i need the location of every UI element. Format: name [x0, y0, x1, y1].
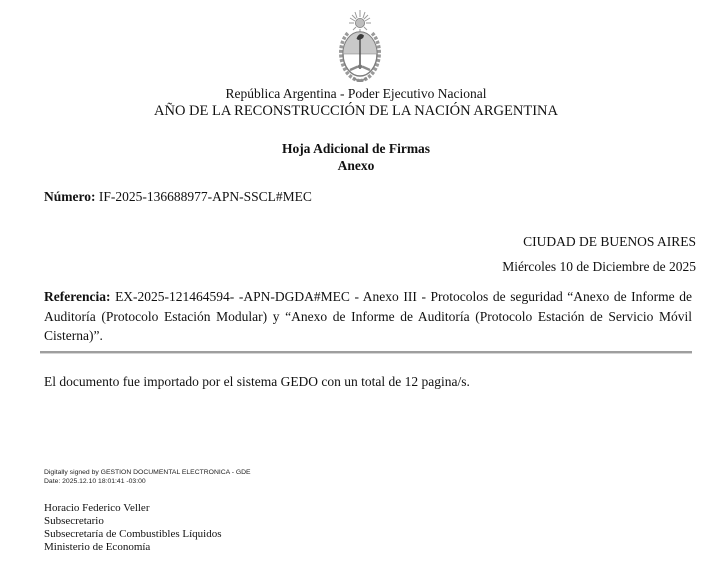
- place-date-block: [502, 234, 696, 275]
- header-year-motto-line: AÑO DE LA RECONSTRUCCIÓN DE LA NACIÓN ARGENTINA: [154, 103, 558, 119]
- signer-block: [44, 502, 222, 554]
- argentina-coat-of-arms-icon: [322, 6, 398, 82]
- signer-office: Subsecretaría de Combustibles Líquidos: [44, 528, 222, 540]
- document-title: Hoja Adicional de Firmas: [281, 141, 431, 156]
- horizontal-rule: [40, 351, 692, 354]
- document-number-label: Número:: [44, 189, 96, 204]
- header-republic-line: República Argentina - Poder Ejecutivo Nacional: [225, 86, 487, 101]
- signer-title: Subsecretario: [44, 515, 104, 527]
- digital-signature-stamp: [44, 469, 251, 486]
- digital-signature-line2: Date: 2025.12.10 18:01:41 -03:00: [44, 477, 146, 485]
- document-number-value: IF-2025-136688977-APN-SSCL#MEC: [98, 189, 312, 204]
- digital-signature-line1: Digitally signed by GESTION DOCUMENTAL ELECTRONICA - GDE: [44, 469, 251, 476]
- date-line: Miércoles 10 de Diciembre de 2025: [502, 259, 696, 274]
- reference-paragraph: [44, 287, 692, 346]
- city-line: CIUDAD DE BUENOS AIRES: [523, 234, 696, 249]
- document-number-row: [44, 189, 312, 205]
- document-subtitle: Anexo: [337, 158, 375, 173]
- reference-label: Referencia:: [44, 289, 111, 304]
- signer-ministry: Ministerio de Economía: [44, 541, 151, 553]
- gedo-import-note: El documento fue importado por el sistema GEDO con un total de 12 pagina/s.: [44, 374, 470, 389]
- reference-text: EX-2025-121464594- -APN-DGDA#MEC - Anexo III - Protocolos de seguridad “Anexo de Informe de Auditoría (Protocolo Estación Modular) y “Anexo de Informe de Auditoría (Protocolo Estación de Servicio Móvil Cisterna)”.: [44, 289, 692, 343]
- signer-name: Horacio Federico Veller: [44, 502, 150, 514]
